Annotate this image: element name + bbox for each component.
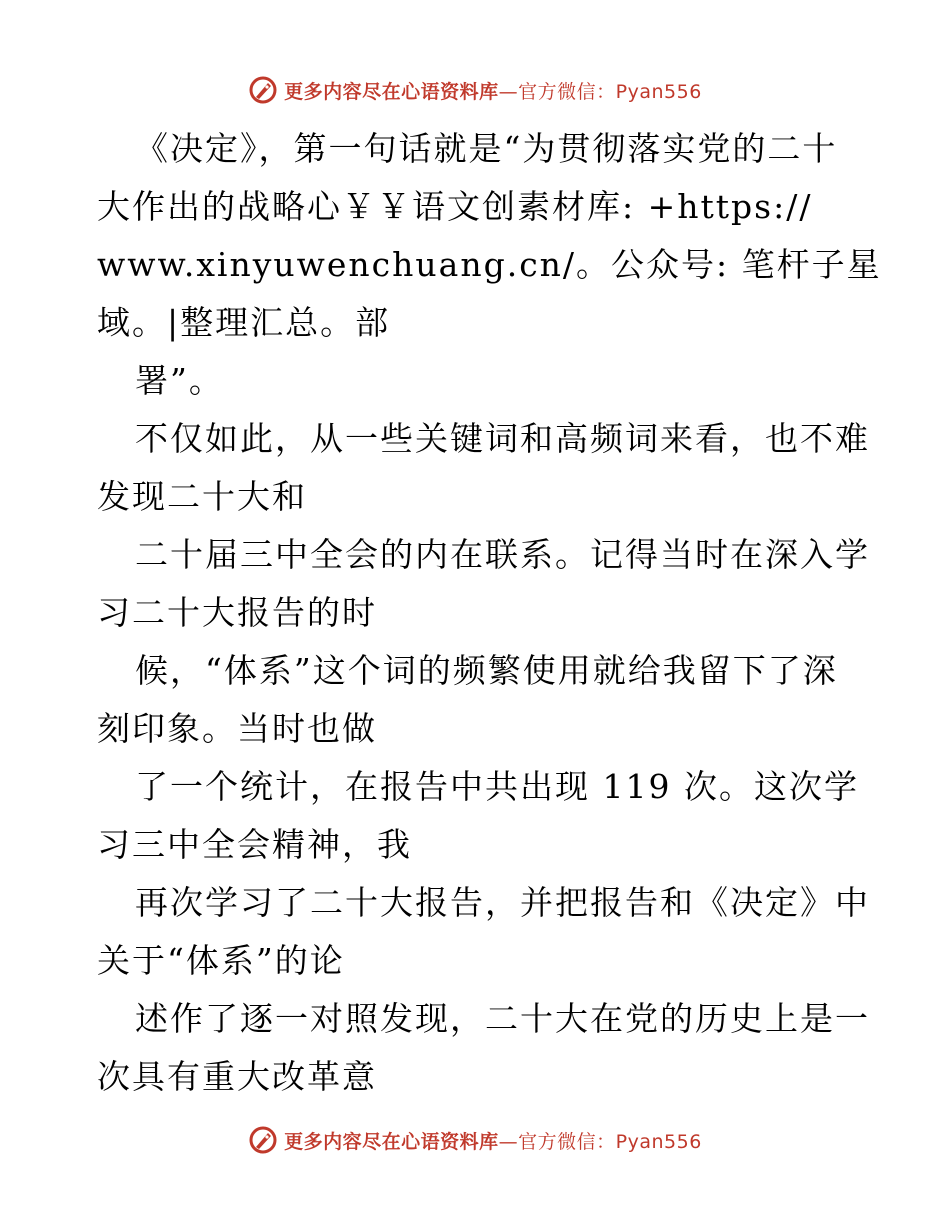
text-line: 二十届三中全会的内在联系。记得当时在深入学 xyxy=(135,535,870,574)
text-line: 域。|整理汇总。部 xyxy=(97,303,391,342)
document-body xyxy=(97,120,882,1106)
text-line: 不仅如此，从一些关键词和高频词来看，也不难 xyxy=(135,419,870,458)
text-line: 发现二十大和 xyxy=(97,477,307,516)
text-line: 候，“体系”这个词的频繁使用就给我留下了深 xyxy=(135,651,838,690)
text-line: www.xinyuwenchuang.cn/。公众号: 笔杆子星 xyxy=(97,245,882,284)
pen-nib-logo-icon xyxy=(248,75,278,105)
text-line: 大作出的战略心￥￥语文创素材库: +https:// xyxy=(97,187,813,226)
footer-banner-text: 更多内容尽在心语资料库—官方微信：Pyan556 xyxy=(284,1130,702,1153)
text-line: 述作了逐一对照发现，二十大在党的历史上是一 xyxy=(135,999,870,1038)
header-banner-text: 更多内容尽在心语资料库—官方微信：Pyan556 xyxy=(284,80,702,103)
text-line: 《决定》，第一句话就是“为贯彻落实党的二十 xyxy=(135,129,838,168)
text-line: 刻印象。当时也做 xyxy=(97,709,377,748)
text-line: 习三中全会精神，我 xyxy=(97,825,412,864)
text-line: 习二十大报告的时 xyxy=(97,593,377,632)
footer-banner xyxy=(0,1120,950,1160)
text-line: 署”。 xyxy=(135,361,224,400)
pen-nib-logo-icon xyxy=(248,1125,278,1155)
header-banner xyxy=(0,70,950,110)
text-line: 了一个统计，在报告中共出现 119 次。这次学 xyxy=(135,767,859,806)
text-line: 再次学习了二十大报告，并把报告和《决定》中 xyxy=(135,883,870,922)
text-line: 关于“体系”的论 xyxy=(97,941,345,980)
text-line: 次具有重大改革意 xyxy=(97,1057,377,1096)
